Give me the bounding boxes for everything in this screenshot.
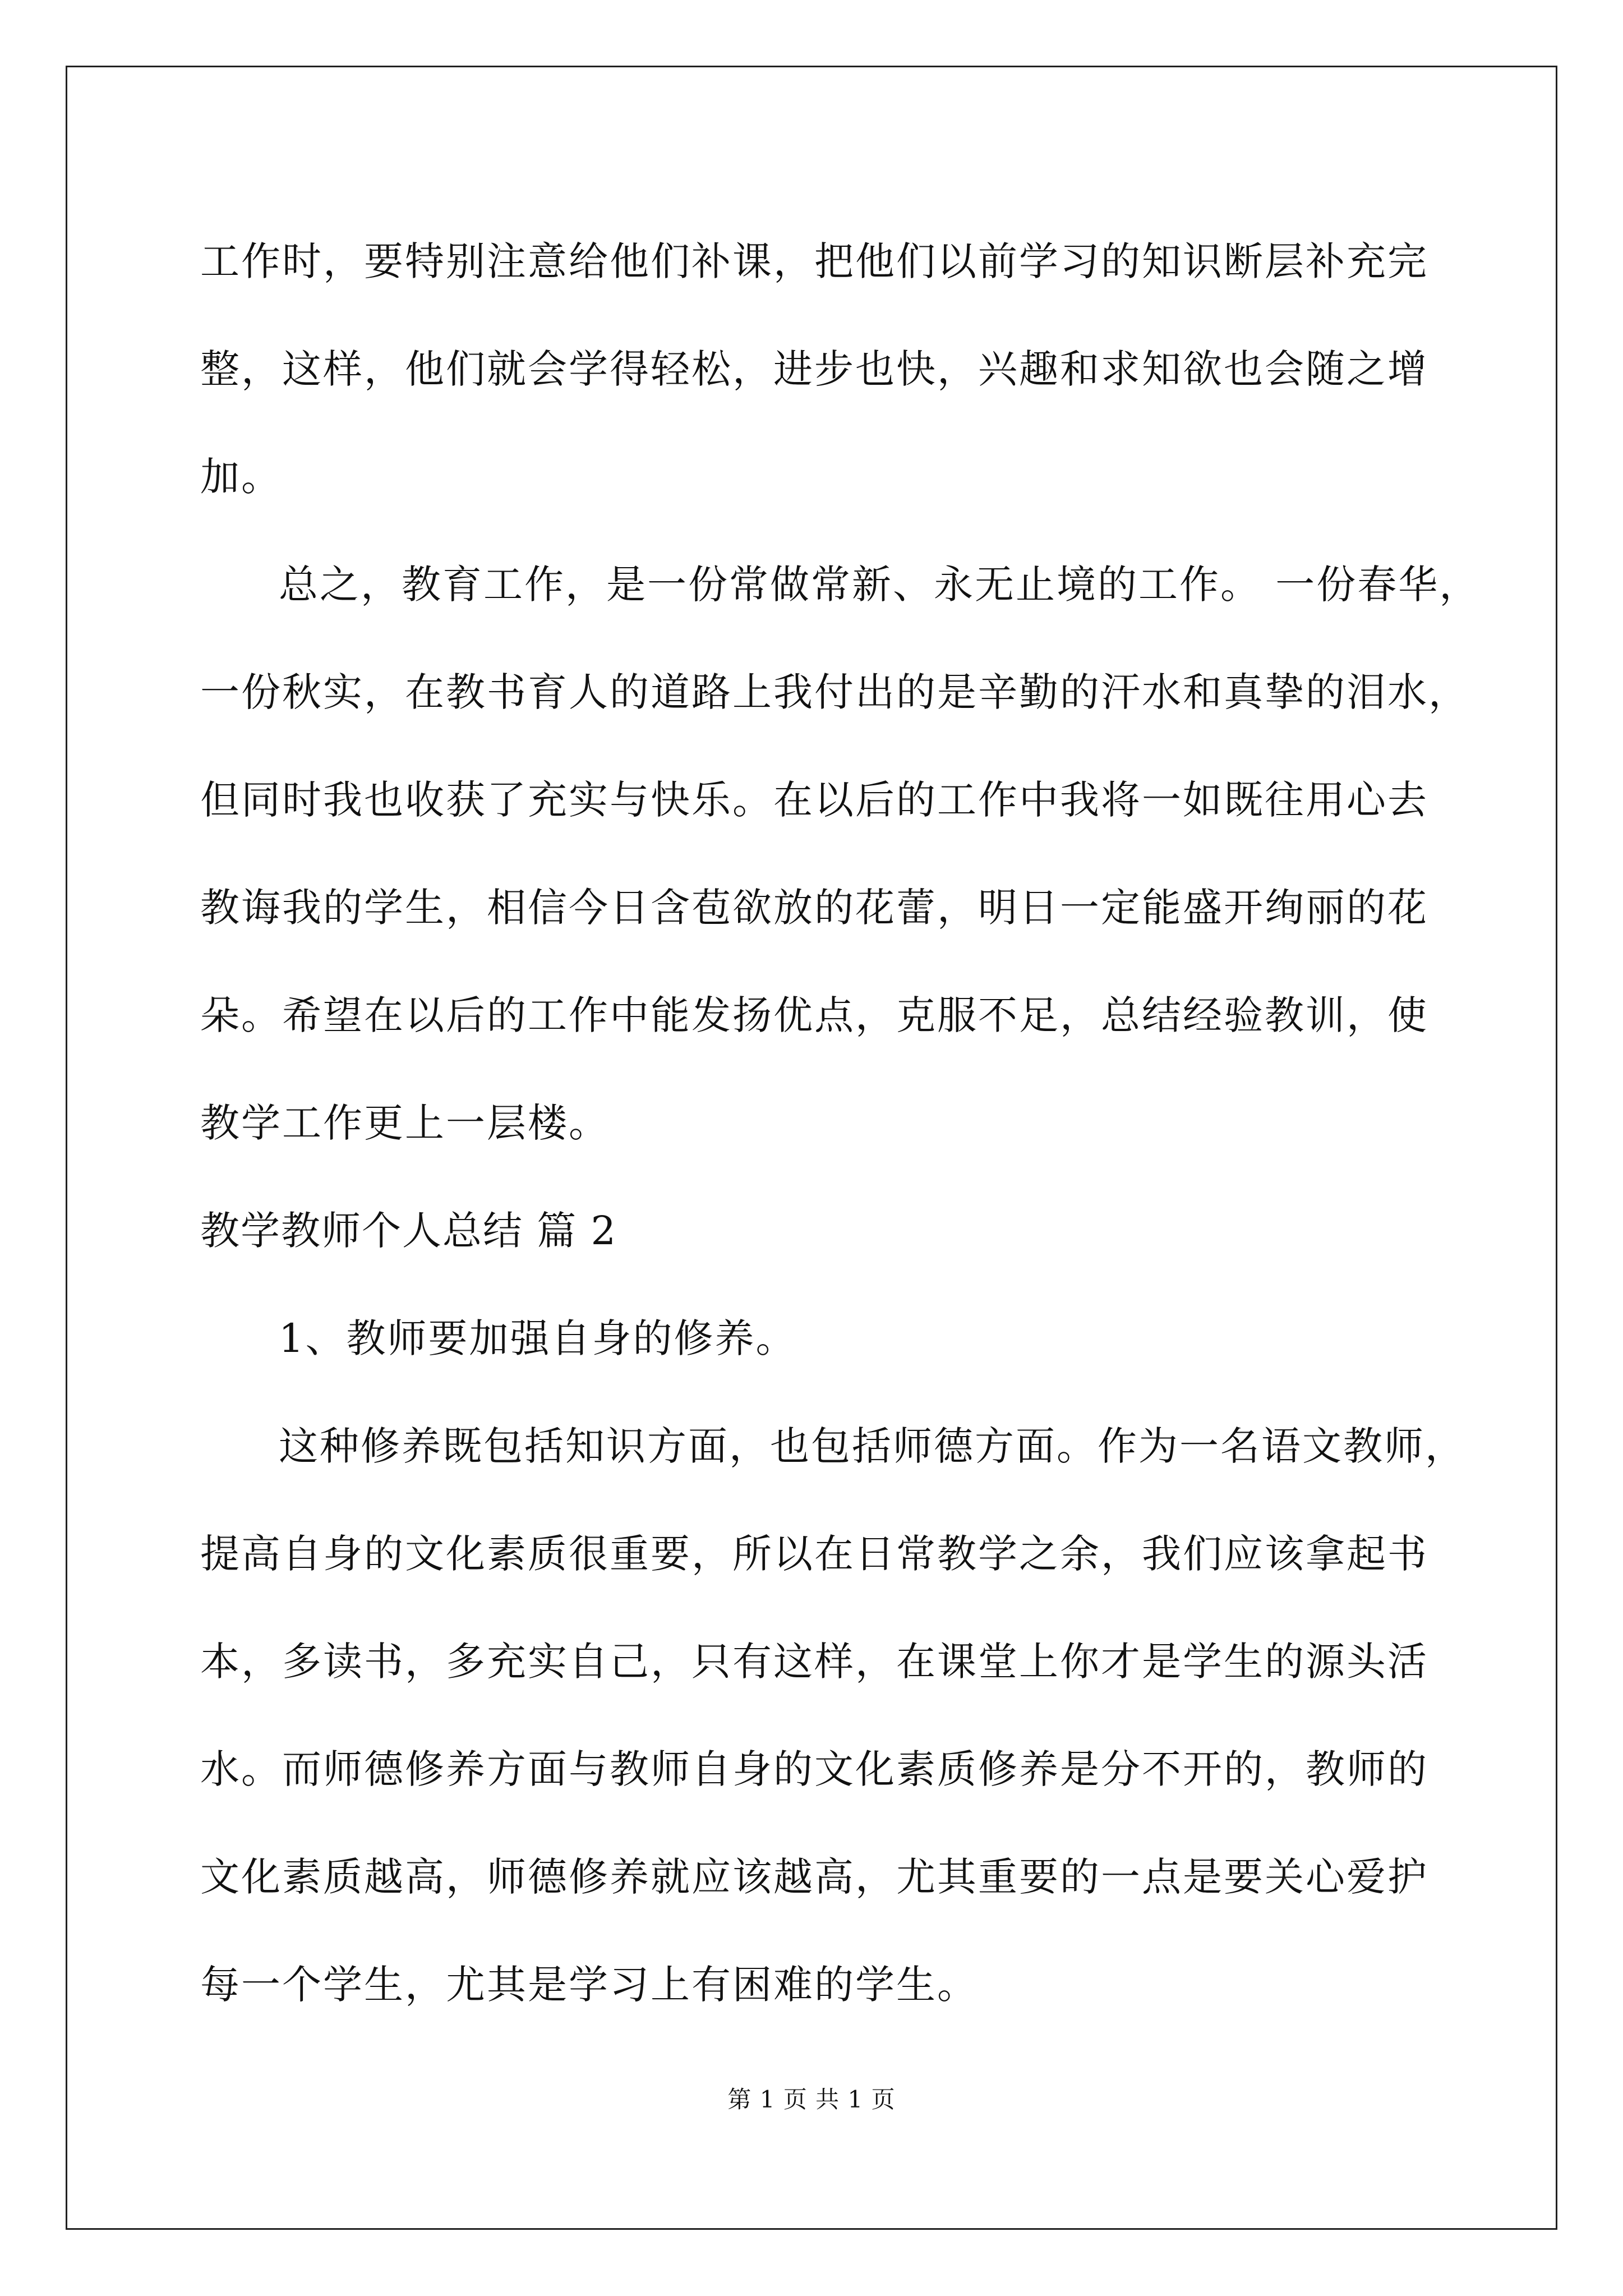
text-line: 教诲我的学生，相信今日含苞欲放的花蕾，明日一定能盛开绚丽的花 [200, 885, 1428, 931]
page-footer: 第 1 页 共 1 页 [727, 2086, 896, 2113]
text-line: 朵。希望在以后的工作中能发扬优点，克服不足，总结经验教训，使 [200, 992, 1428, 1038]
paragraph-start-line: 这种修养既包括知识方面，也包括师德方面。作为一名语文教师， [279, 1423, 1466, 1469]
text-line: 一份秋实，在教书育人的道路上我付出的是辛勤的汗水和真挚的泪水， [200, 669, 1469, 715]
text-line: 教学工作更上一层楼。 [200, 1100, 610, 1146]
text-line: 本，多读书，多充实自己，只有这样，在课堂上你才是学生的源头活 [200, 1639, 1428, 1685]
text-line: 加。 [200, 454, 282, 500]
text-line: 整，这样，他们就会学得轻松，进步也快，兴趣和求知欲也会随之增 [200, 346, 1428, 392]
paragraph-start-line: 总之，教育工作，是一份常做常新、永无止境的工作。 一份春华， [279, 562, 1481, 608]
document-body [200, 208, 1481, 2039]
text-line: 提高自身的文化素质很重要，所以在日常教学之余，我们应该拿起书 [200, 1531, 1428, 1577]
text-line: 文化素质越高，师德修养就应该越高，尤其重要的一点是要关心爱护 [200, 1854, 1428, 1900]
text-line: 但同时我也收获了充实与快乐。在以后的工作中我将一如既往用心去 [200, 777, 1428, 823]
section-heading: 教学教师个人总结 篇 2 [200, 1208, 617, 1254]
text-line: 每一个学生，尤其是学习上有困难的学生。 [200, 1962, 978, 2008]
text-line: 工作时，要特别注意给他们补课，把他们以前学习的知识断层补充完 [200, 238, 1428, 284]
list-item-heading: 1、教师要加强自身的修养。 [279, 1315, 797, 1361]
text-line: 水。而师德修养方面与教师自身的文化素质修养是分不开的，教师的 [200, 1746, 1428, 1792]
